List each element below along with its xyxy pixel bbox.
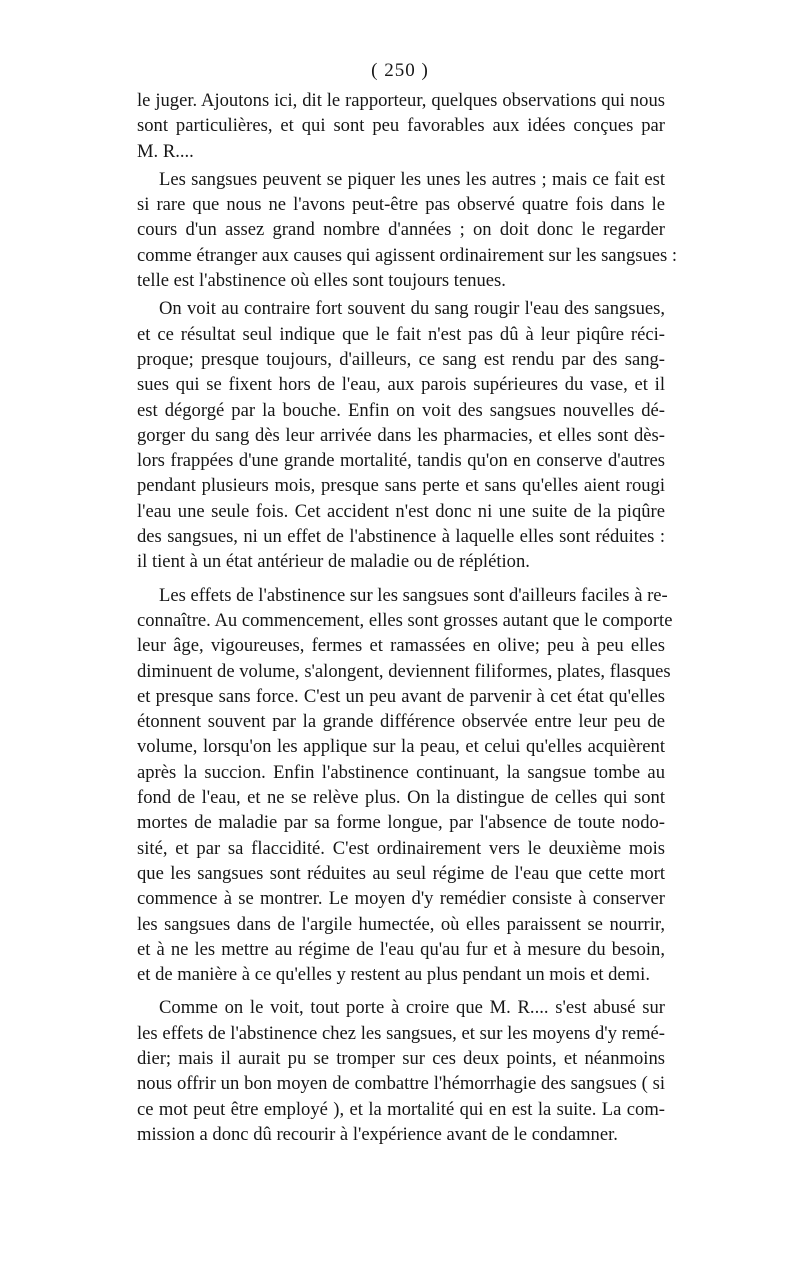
text-line: et de manière à ce qu'elles y restent au plus pendant un mois et demi. [137, 964, 650, 986]
text-line: proque; presque toujours, d'ailleurs, ce sang est rendu par des sang- [137, 348, 665, 370]
text-line: Les sangsues peuvent se piquer les unes les autres ; mais ce fait est [159, 168, 665, 190]
text-line: pendant plusieurs mois, presque sans perte et sans qu'elles aient rougi [137, 475, 665, 497]
text-line: telle est l'abstinence où elles sont toujours tenues. [137, 270, 506, 292]
text-line: après la succion. Enfin l'abstinence continuant, la sangsue tombe au [137, 761, 665, 783]
page-body [137, 88, 678, 1147]
page-number: ( 250 ) [371, 60, 429, 81]
text-line: nous offrir un bon moyen de combattre l'hémorrhagie des sangsues ( si [137, 1073, 665, 1095]
text-line: diminuent de volume, s'alongent, deviennent filiformes, plates, flasques [137, 660, 671, 682]
text-line: Comme on le voit, tout porte à croire que M. R.... s'est abusé sur [159, 997, 665, 1019]
text-line: sues qui se fixent hors de l'eau, aux parois supérieures du vase, et il [137, 374, 665, 396]
text-line: sont particulières, et qui sont peu favorables aux idées conçues par [137, 115, 665, 137]
text-line: cours d'un assez grand nombre d'années ; on doit donc le regarder [137, 219, 665, 241]
text-line: M. R.... [137, 140, 194, 162]
text-line: dier; mais il aurait pu se tromper sur ces deux points, et néanmoins [137, 1047, 665, 1069]
text-line: que les sangsues sont réduites au seul régime de l'eau que cette mort [137, 862, 665, 884]
text-line: ce mot peut être employé ), et la mortalité qui en est la suite. La com- [137, 1098, 665, 1120]
text-line: lors frappées d'une grande mortalité, tandis qu'on en conserve d'autres [137, 450, 665, 472]
text-line: est dégorgé par la bouche. Enfin on voit des sangsues nouvelles dé- [137, 399, 665, 421]
text-line: comme étranger aux causes qui agissent ordinairement sur les sangsues : [137, 244, 678, 266]
text-line: Les effets de l'abstinence sur les sangsues sont d'ailleurs faciles à re- [159, 584, 668, 606]
text-line: le juger. Ajoutons ici, dit le rapporteur, quelques observations qui nous [137, 90, 665, 111]
paragraph-5 [137, 995, 665, 1147]
text-line: gorger du sang dès leur arrivée dans les pharmacies, et elles sont dès- [137, 424, 665, 446]
text-line: et ce résultat seul indique que le fait n'est pas dû à leur piqûre réci- [137, 323, 665, 345]
text-line: mission a donc dû recourir à l'expérience avant de le condamner. [137, 1123, 618, 1145]
text-line: fond de l'eau, et ne se relève plus. On la distingue de celles qui sont [137, 787, 665, 809]
text-line: volume, lorsqu'on les applique sur la peau, et celui qu'elles acquièrent [137, 736, 665, 758]
text-line: On voit au contraire fort souvent du sang rougir l'eau des sangsues, [159, 298, 665, 320]
paragraph-2 [137, 167, 678, 293]
text-line: mortes de maladie par sa forme longue, par l'absence de toute nodo- [137, 812, 665, 834]
text-line: leur âge, vigoureuses, fermes et ramassées en olive; peu à peu elles [137, 635, 665, 657]
text-line: et presque sans force. C'est un peu avant de parvenir à cet état qu'elles [137, 685, 665, 707]
paragraph-4 [137, 583, 673, 988]
text-line: des sangsues, ni un effet de l'abstinence à laquelle elles sont réduites : [137, 526, 665, 548]
text-line: il tient à un état antérieur de maladie ou de réplétion. [137, 551, 530, 573]
text-line: les sangsues dans de l'argile humectée, où elles paraissent se nourrir, [137, 913, 665, 935]
paragraph-3 [137, 296, 665, 574]
text-line: commence à se montrer. Le moyen d'y remédier consiste à conserver [137, 888, 665, 910]
text-line: l'eau une seule fois. Cet accident n'est donc ni une suite de la piqûre [137, 500, 665, 522]
text-line: si rare que nous ne l'avons peut-être pas observé quatre fois dans le [137, 194, 665, 216]
text-line: les effets de l'abstinence chez les sangsues, et sur les moyens d'y remé- [137, 1022, 665, 1044]
text-line: sité, et par sa flaccidité. C'est ordinairement vers le deuxième mois [137, 837, 665, 859]
paragraph-1 [137, 88, 665, 164]
text-line: connaître. Au commencement, elles sont grosses autant que le comporte [137, 609, 673, 631]
text-line: et à ne les mettre au régime de l'eau qu'au fur et à mesure du besoin, [137, 938, 665, 960]
text-line: étonnent souvent par la grande différence observée entre leur peu de [137, 711, 665, 733]
